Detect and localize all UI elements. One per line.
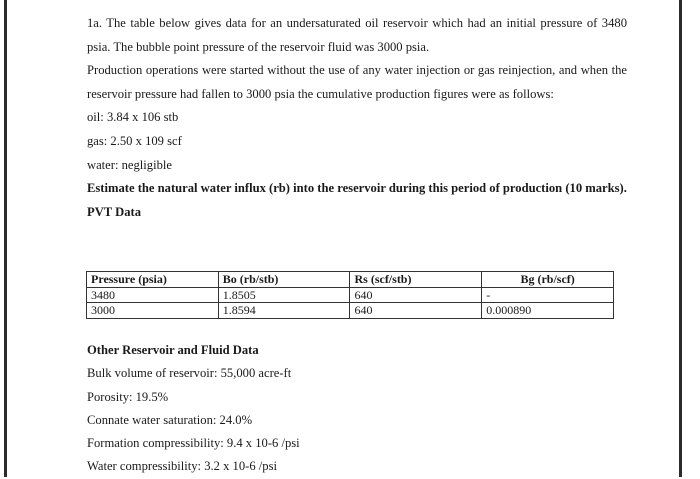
left-border xyxy=(4,0,7,477)
cell-rs: 640 xyxy=(350,288,482,303)
problem-production: Production operations were started without the use of any water injection or gas reinjection, and when the reservoir pressure had fallen to 3000 psia the cumulative production figures were as follows: xyxy=(87,63,627,101)
cell-pressure: 3480 xyxy=(87,288,219,303)
header-rs: Rs (scf/stb) xyxy=(350,272,482,288)
cell-bg: - xyxy=(482,288,614,303)
gas-production: gas: 2.50 x 109 scf xyxy=(87,133,182,148)
task-statement: Estimate the natural water influx (rb) into the reservoir during this period of production (10 marks). xyxy=(87,181,627,196)
water-compressibility: Water compressibility: 3.2 x 10-6 /psi xyxy=(87,459,277,474)
cell-bo: 1.8505 xyxy=(218,288,350,303)
oil-production: oil: 3.84 x 106 stb xyxy=(87,110,179,125)
header-bo: Bo (rb/stb) xyxy=(218,272,350,288)
porosity: Porosity: 19.5% xyxy=(87,389,169,404)
right-border xyxy=(679,0,682,477)
cell-bg: 0.000890 xyxy=(482,303,614,319)
problem-intro: 1a. The table below gives data for an undersaturated oil reservoir which had an initial pressure of 3480 psia. The bubble point pressure of the reservoir fluid was 3000 psia. xyxy=(87,16,627,54)
cell-rs: 640 xyxy=(350,303,482,319)
problem-statement xyxy=(87,12,627,224)
header-bg: Bg (rb/scf) xyxy=(482,272,614,288)
header-pressure: Pressure (psia) xyxy=(87,272,219,288)
pvt-table xyxy=(86,271,614,319)
pvt-title: PVT Data xyxy=(87,204,141,219)
table-header-row xyxy=(87,272,614,288)
cell-bo: 1.8594 xyxy=(218,303,350,319)
connate-water-saturation: Connate water saturation: 24.0% xyxy=(87,412,253,427)
table-row xyxy=(87,288,614,303)
water-production: water: negligible xyxy=(87,157,172,172)
formation-compressibility: Formation compressibility: 9.4 x 10-6 /psi xyxy=(87,436,300,451)
cell-pressure: 3000 xyxy=(87,303,219,319)
other-data-title: Other Reservoir and Fluid Data xyxy=(87,343,259,357)
bulk-volume: Bulk volume of reservoir: 55,000 acre-ft xyxy=(87,366,292,381)
table-row xyxy=(87,303,614,319)
other-data-section xyxy=(87,339,607,479)
